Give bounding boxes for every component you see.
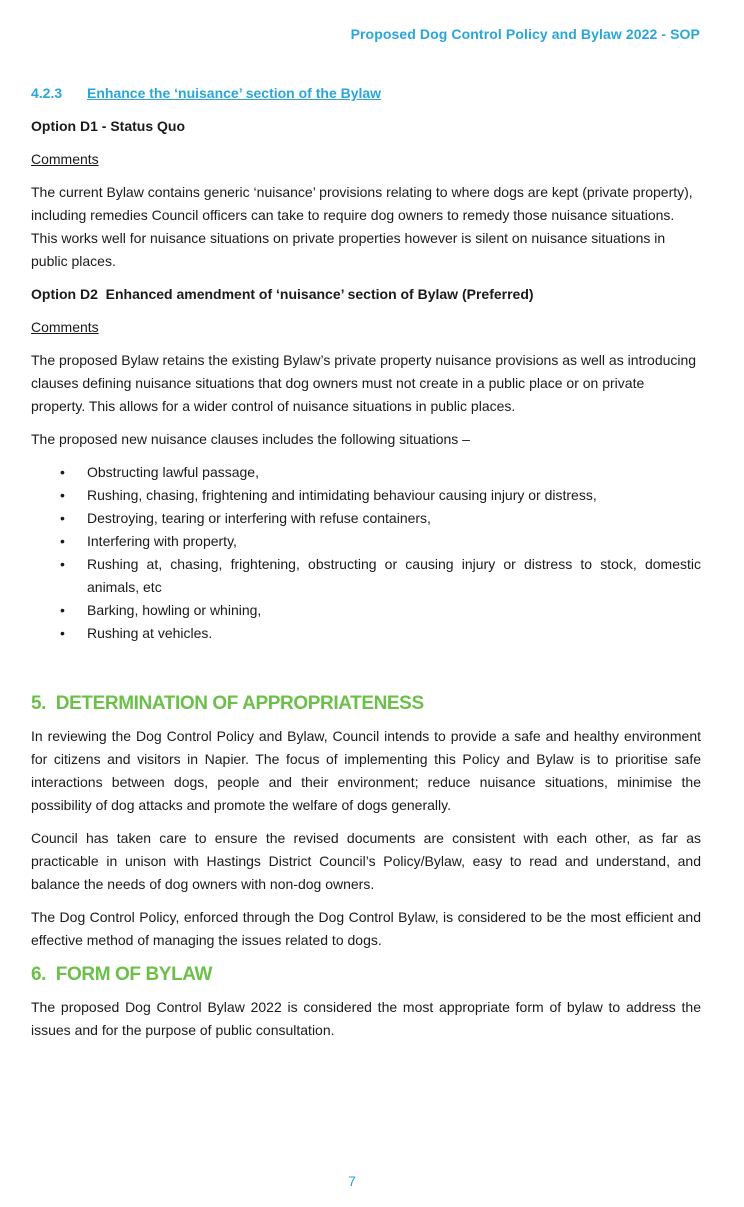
list-item [31,461,701,484]
list-item-text: Rushing at, chasing, frightening, obstructing or causing injury or distress to stock, domestic animals, etc [87,556,701,595]
list-item [31,507,701,530]
bullet-icon: • [60,510,65,526]
list-item [31,599,701,622]
page-number: 7 [348,1173,356,1189]
list-item [31,484,701,507]
paragraph-d1: The current Bylaw contains generic ‘nuisance’ provisions relating to where dogs are kept (private property), including remedies Council officers can take to require dog owners to remedy those nuisance situations. This works well for nuisance situations on private properties however is silent on nuisance situations in public places. [31,184,693,269]
subsection-title-link[interactable]: Enhance the ‘nuisance’ section of the Bylaw [87,85,382,101]
section-6-paragraph-1: The proposed Dog Control Bylaw 2022 is considered the most appropriate form of bylaw to address the issues and for the purpose of public consultation. [31,999,701,1038]
section-5-heading: 5. DETERMINATION OF APPROPRIATENESS [31,693,424,714]
comments-label-d1: Comments [31,151,99,167]
list-item-text: Interfering with property, [87,533,237,549]
bullet-icon: • [60,464,65,480]
list-item [31,553,701,599]
list-item-text: Barking, howling or whining, [87,602,262,618]
section-6-heading: 6. FORM OF BYLAW [31,964,213,985]
paragraph-d2: The proposed Bylaw retains the existing Bylaw’s private property nuisance provisions as well as introducing clauses defining nuisance situations that dog owners must not create in a public place or on private property. This allows for a wider control of nuisance situations in public places. [31,352,697,414]
subsection-heading-4-2-3[interactable] [31,82,701,105]
page-content [31,82,701,1052]
section-5-paragraph-2: Council has taken care to ensure the revised documents are consistent with each other, as far as practicable in unison with Hastings District Council’s Policy/Bylaw, easy to read and understand, and balance the needs of dog owners with non-dog owners. [31,830,701,892]
section-spacer [31,645,701,691]
bullet-icon: • [60,602,65,618]
section-5-paragraph-1: In reviewing the Dog Control Policy and Bylaw, Council intends to provide a safe and healthy environment for citizens and visitors in Napier. The focus of implementing this Policy and Bylaw is to prioritise safe interactions between dogs, people and their environment; reduce nuisance situations, minimise the possibility of dog attacks and promote the welfare of dogs generally. [31,728,701,813]
list-intro: The proposed new nuisance clauses includes the following situations – [31,431,470,447]
option-d1-heading: Option D1 - Status Quo [31,118,185,134]
bullet-icon: • [60,625,65,641]
list-item [31,622,701,645]
option-d2-heading: Option D2 Enhanced amendment of ‘nuisance’ section of Bylaw (Preferred) [31,286,534,302]
subsection-number: 4.2.3 [31,85,63,101]
list-item-text: Rushing, chasing, frightening and intimidating behaviour causing injury or distress, [87,487,597,503]
list-item [31,530,701,553]
bullet-icon: • [60,556,65,572]
bullet-icon: • [60,487,65,503]
list-item-text: Destroying, tearing or interfering with refuse containers, [87,510,431,526]
running-header: Proposed Dog Control Policy and Bylaw 2022 - SOP [350,26,700,42]
comments-label-d2: Comments [31,319,99,335]
list-item-text: Rushing at vehicles. [87,625,213,641]
nuisance-list [31,461,701,645]
bullet-icon: • [60,533,65,549]
list-item-text: Obstructing lawful passage, [87,464,259,480]
section-5-paragraph-3: The Dog Control Policy, enforced through the Dog Control Bylaw, is considered to be the most efficient and effective method of managing the issues related to dogs. [31,909,701,948]
